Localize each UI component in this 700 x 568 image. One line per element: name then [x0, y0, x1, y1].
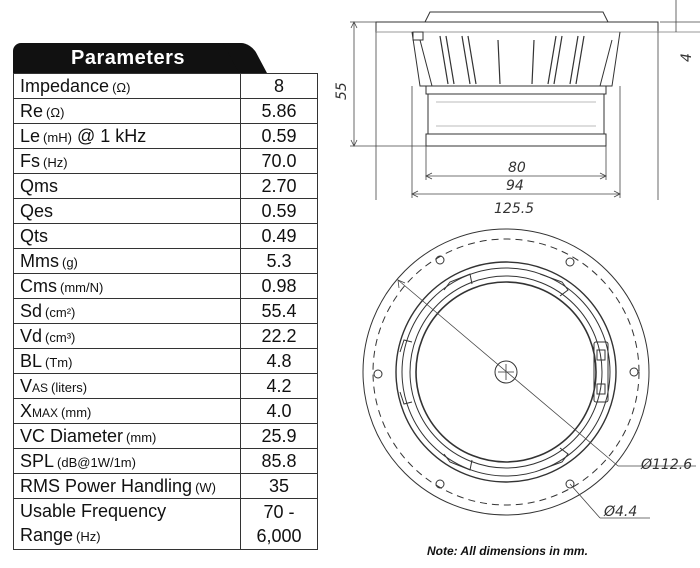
mounting-hole [630, 368, 638, 376]
dim-bolt-circle: Ø112.6 [641, 457, 693, 473]
param-name: Mms [20, 250, 59, 271]
param-name: VC Diameter [20, 425, 124, 446]
param-value: 22.2 [241, 324, 318, 349]
param-name: Impedance [20, 75, 110, 96]
param-value: 5.86 [241, 99, 318, 124]
param-unit: (Hz) [43, 154, 68, 170]
param-value: 35 [241, 474, 318, 499]
front-view [363, 229, 649, 515]
side-top-plate [426, 86, 606, 94]
param-name: Cms [20, 275, 57, 296]
leader-lines [398, 280, 696, 518]
param-unit: (Tm) [45, 354, 73, 370]
param-value-line2: 6,000 [256, 526, 302, 546]
dimensions-note: Note: All dimensions in mm. [427, 544, 588, 558]
param-unit: (cm²) [45, 304, 76, 320]
param-name: Fs [20, 150, 40, 171]
param-name: Qts [20, 225, 49, 246]
param-name: Re [20, 100, 44, 121]
basket-spokes [440, 36, 584, 84]
param-subscript: AS [32, 380, 49, 395]
param-value: 0.98 [241, 274, 318, 299]
param-unit: (Ω) [112, 79, 131, 95]
param-name: Sd [20, 300, 43, 321]
param-value: 70.0 [241, 149, 318, 174]
dim-94: 94 [506, 178, 524, 194]
param-subscript: MAX [32, 405, 59, 420]
dim-125: 125.5 [494, 201, 535, 217]
side-surround [425, 12, 608, 22]
param-name: X [20, 400, 33, 421]
param-name: Le [20, 125, 41, 146]
side-back-plate [426, 134, 606, 146]
param-name: BL [20, 350, 43, 371]
param-value: 4.0 [241, 399, 318, 424]
param-name: SPL [20, 450, 55, 471]
dim-80: 80 [508, 160, 526, 176]
mounting-hole [374, 370, 382, 378]
param-name: Vd [20, 325, 43, 346]
side-view [376, 12, 700, 146]
mounting-hole [436, 256, 444, 264]
param-name: Qes [20, 200, 54, 221]
param-unit: (mm/N) [60, 279, 104, 295]
mounting-hole [436, 480, 444, 488]
param-value: 4.2 [241, 374, 318, 399]
param-value: 25.9 [241, 424, 318, 449]
parameters-title: Parameters [71, 47, 185, 69]
side-magnet [428, 94, 604, 134]
param-unit: (Hz) [76, 529, 101, 544]
param-value: 5.3 [241, 249, 318, 274]
param-name: V [20, 375, 33, 396]
param-name: Qms [20, 175, 58, 196]
dim-55: 55 [334, 82, 350, 100]
param-value-line1: 70 - [263, 502, 295, 522]
mounting-hole [566, 258, 574, 266]
param-name: RMS Power Handling [20, 475, 193, 496]
param-unit: (mH) [43, 129, 72, 145]
dim-hole: Ø4.4 [604, 504, 638, 520]
param-unit: (Ω) [46, 104, 65, 120]
param-unit: (W) [195, 479, 217, 495]
param-unit: (liters) [51, 379, 88, 395]
param-unit: (mm) [126, 429, 157, 445]
param-unit: (g) [62, 254, 78, 270]
param-value: 8 [241, 74, 318, 99]
param-value: 2.70 [241, 174, 318, 199]
side-flange [376, 22, 658, 32]
param-unit: (dB@1W/1m) [57, 454, 136, 470]
param-condition: @ 1 kHz [76, 125, 147, 146]
param-name-line1: Usable Frequency [20, 501, 167, 521]
side-terminal [413, 32, 423, 40]
param-value: 0.59 [241, 124, 318, 149]
param-value: 55.4 [241, 299, 318, 324]
param-unit: (cm³) [45, 329, 76, 345]
param-value: 0.59 [241, 199, 318, 224]
param-unit: (mm) [61, 404, 92, 420]
dim-4: 4 [679, 53, 695, 62]
param-value: 85.8 [241, 449, 318, 474]
param-name-line2: Range [20, 525, 74, 545]
param-value: 0.49 [241, 224, 318, 249]
side-basket [412, 32, 620, 86]
param-value: 4.8 [241, 349, 318, 374]
